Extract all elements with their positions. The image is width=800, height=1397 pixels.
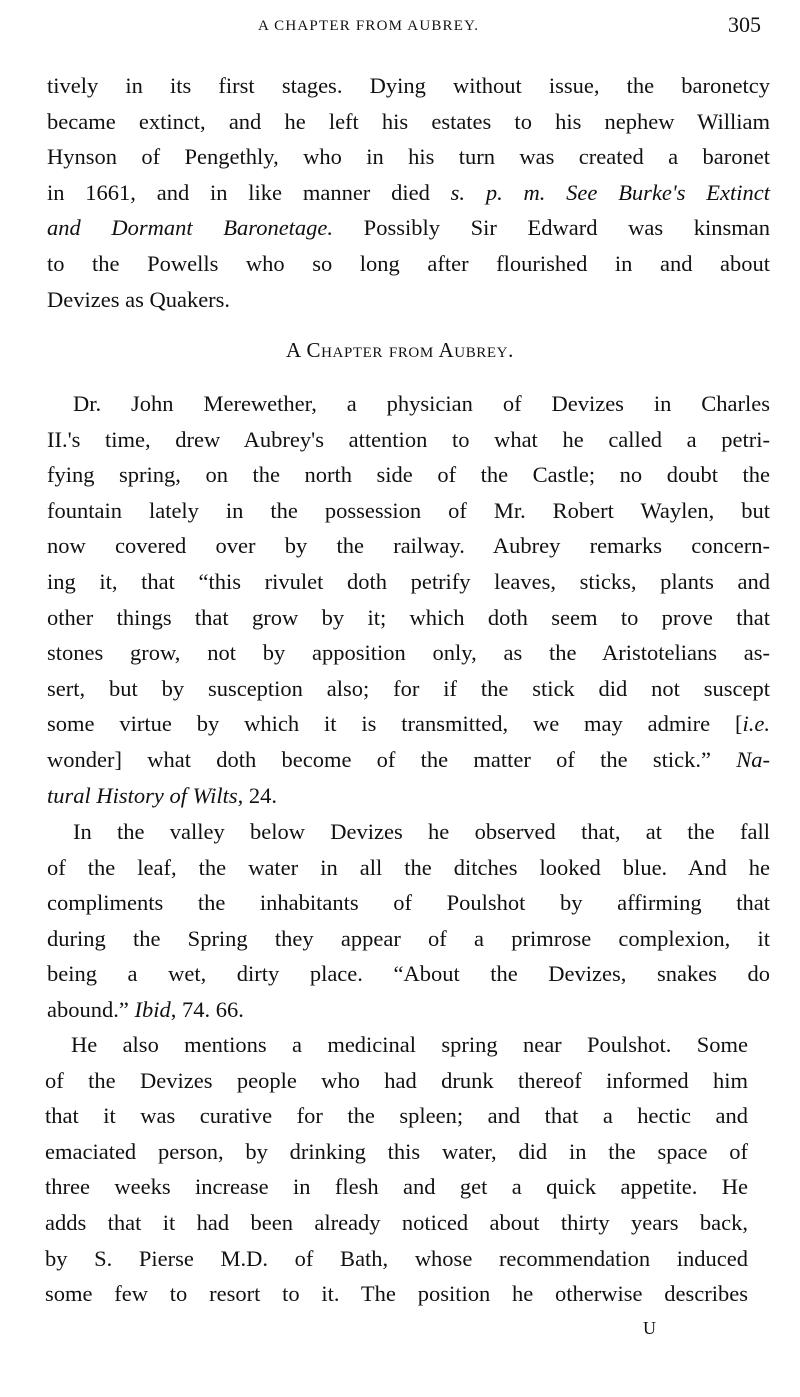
text-run: abound.” (47, 996, 135, 1022)
text-line: He also mentions a medicinal spring near Poulshot. Some (71, 1032, 748, 1057)
text-line: of the leaf, the water in all the ditches looked blue. And he (47, 854, 770, 880)
text-line: became extinct, and he left his estates to his nephew William (47, 108, 770, 134)
signature-mark: U (643, 1318, 656, 1338)
text-line: being a wet, dirty place. “About the Devizes, snakes do (47, 961, 770, 987)
text-line: adds that it had been already noticed about thirty years back, (45, 1209, 748, 1235)
text-line: compliments the inhabitants of Poulshot by affirming that (47, 890, 770, 916)
text-line: II.'s time, drew Aubrey's attention to what he called a petri- (47, 426, 770, 452)
text-line (47, 742, 770, 778)
text-line: emaciated person, by drinking this water, did in the space of (45, 1138, 748, 1164)
text-line: Hynson of Pengethly, who in his turn was created a baronet (47, 144, 770, 170)
text-line (47, 992, 770, 1028)
text-line (47, 210, 770, 246)
running-head (0, 14, 800, 44)
text-line: now covered over by the railway. Aubrey remarks concern- (47, 533, 770, 559)
paragraph-valley (47, 814, 770, 1028)
text-line: of the Devizes people who had drunk thereof informed him (45, 1067, 748, 1093)
text-line: other things that grow by it; which doth seem to prove that (47, 604, 770, 630)
text-run: , 74. 66. (170, 996, 244, 1022)
text-line: during the Spring they appear of a primrose complexion, it (47, 925, 770, 951)
abbreviation-spm: s. p. m. (450, 179, 546, 205)
text-line: fountain lately in the possession of Mr. Robert Waylen, but (47, 497, 770, 523)
text-line: Dr. John Merewether, a physician of Devizes in Charles (73, 391, 770, 416)
text-line: stones grow, not by apposition only, as the Aristotelians as- (47, 640, 770, 666)
text-line: that it was curative for the spleen; and that a hectic and (45, 1103, 748, 1129)
citation-ibid: Ibid (134, 996, 171, 1022)
text-line: Devizes as Quakers. (47, 286, 231, 312)
text-line: some few to resort to it. The position he otherwise describes (45, 1281, 748, 1307)
text-run (545, 180, 566, 205)
text-line (47, 706, 770, 742)
text-line: sert, but by susception also; for if the stick did not suscept (47, 675, 770, 701)
text-line: by S. Pierse M.D. of Bath, whose recommendation induced (45, 1245, 748, 1271)
paragraph-poulshot (45, 1027, 748, 1312)
text-line (47, 175, 770, 211)
citation-burke-cont: and Dormant Baronetage. (47, 215, 334, 241)
text-line: In the valley below Devizes he observed that, at the fall (73, 819, 770, 844)
paragraph-continuation (47, 68, 770, 317)
text-line: ing it, that “this rivulet doth petrify leaves, sticks, plants and (47, 568, 770, 594)
citation-burke: See Burke's Extinct (566, 179, 770, 205)
text-line: tively in its first stages. Dying without issue, the baronetcy (47, 73, 770, 98)
text-line: to the Powells who so long after flourished in and about (47, 250, 770, 276)
citation-natural-history-cont: tural History of Wilts (47, 782, 238, 808)
citation-natural-history: Na- (736, 746, 770, 772)
text-line: fying spring, on the north side of the Castle; no doubt the (47, 462, 770, 488)
section-heading-text: A Chapter from Aubrey. (286, 338, 514, 362)
text-run: some virtue by which it is transmitted, we may admire [ (47, 711, 743, 737)
section-heading (0, 338, 800, 363)
text-run: Possibly Sir Edward was kinsman (333, 215, 770, 241)
text-line (47, 778, 770, 814)
abbreviation-ie: i.e. (742, 711, 770, 737)
text-run: , 24. (237, 782, 278, 808)
paragraph-merewether (47, 386, 770, 813)
page-number: 305 (728, 12, 761, 37)
text-line: three weeks increase in flesh and get a quick appetite. He (45, 1174, 748, 1200)
text-run: wonder] what doth become of the matter of the stick.” (47, 746, 737, 772)
running-title: A CHAPTER FROM AUBREY. (258, 18, 480, 34)
text-run: in 1661, and in like manner died (47, 179, 451, 205)
